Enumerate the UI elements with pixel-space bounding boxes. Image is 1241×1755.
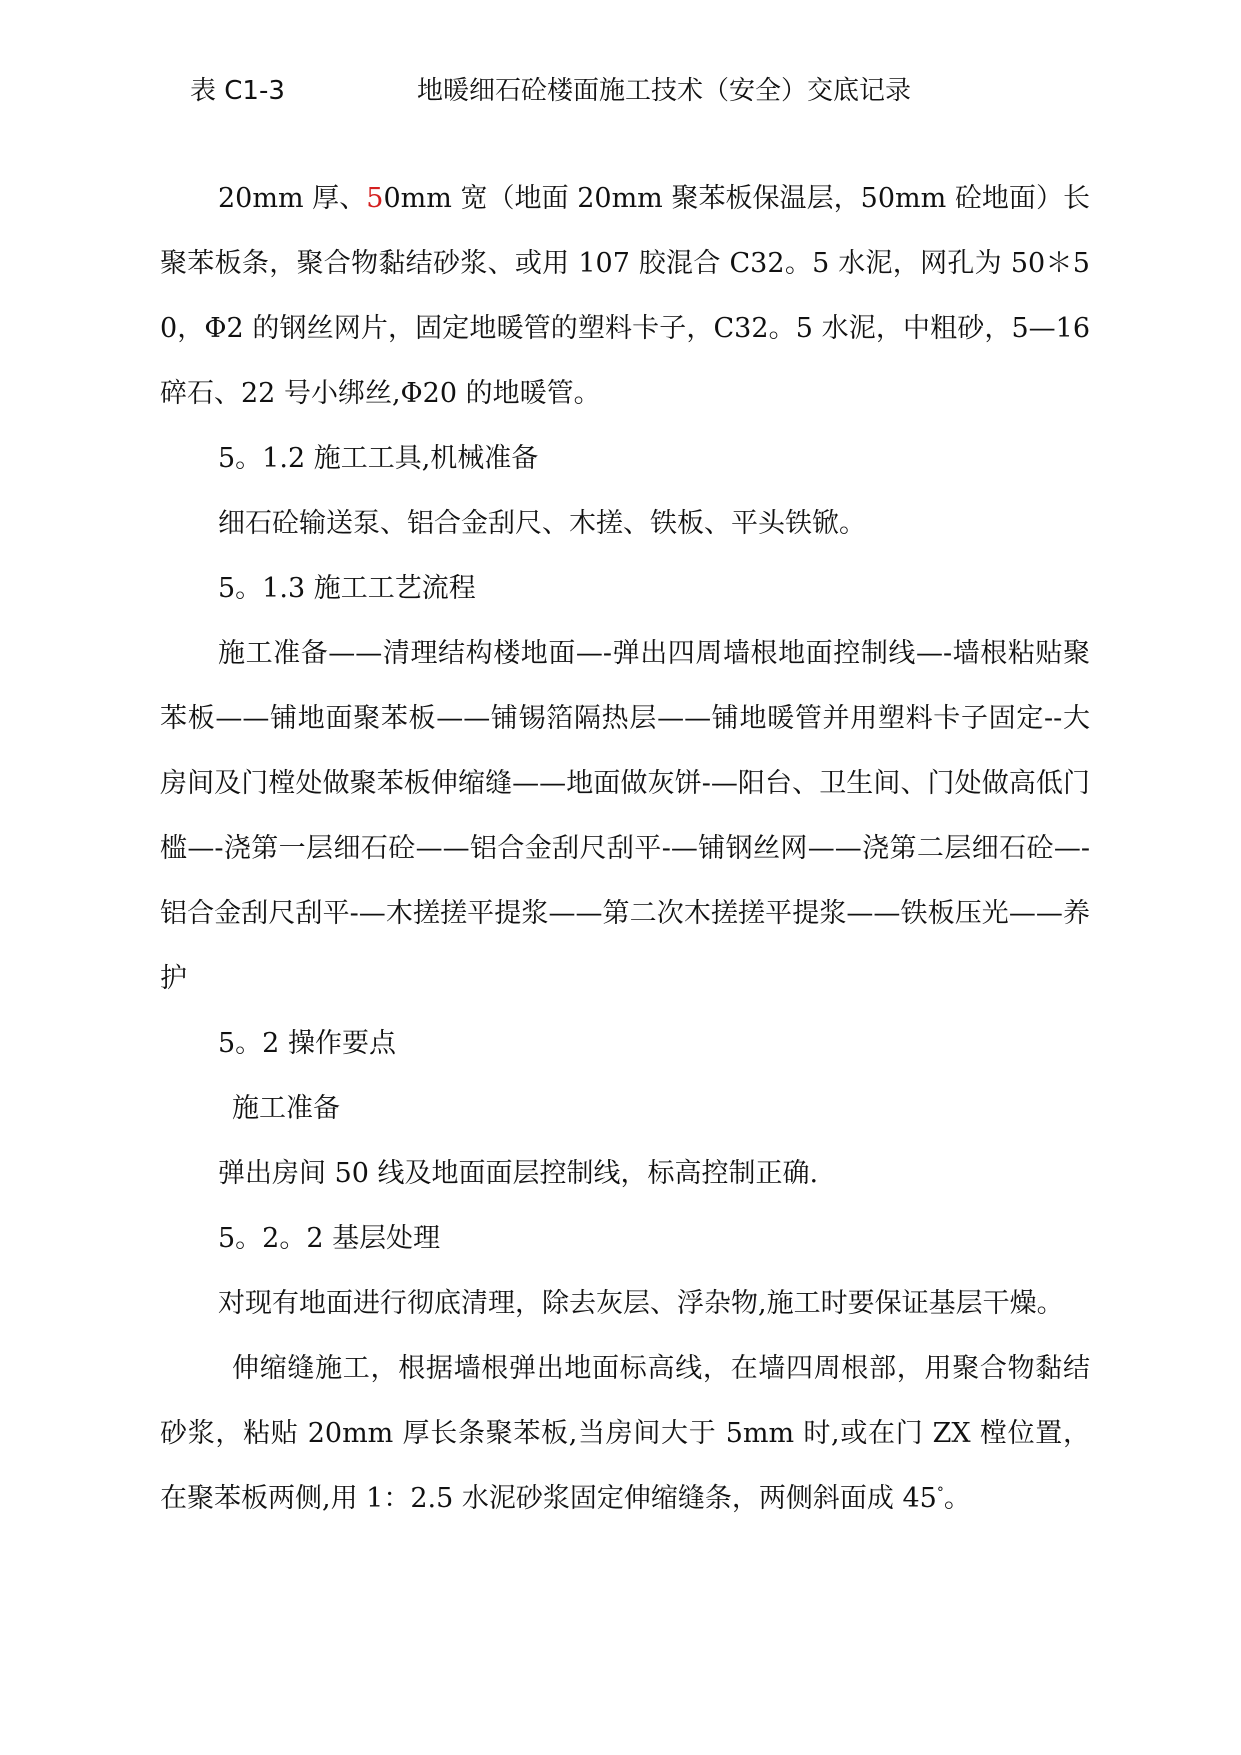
highlighted-digit: 5 xyxy=(366,183,384,214)
preparation-paragraph: 弹出房间 50 线及地面面层控制线，标高控制正确. xyxy=(218,1158,819,1189)
document-header xyxy=(0,60,1241,110)
document-title: 地暖细石砼楼面施工技术（安全）交底记录 xyxy=(417,76,912,106)
subheading-preparation: 施工准备 xyxy=(232,1093,340,1124)
materials-paragraph xyxy=(160,166,1090,426)
base-treatment-paragraph: 对现有地面进行彻底清理，除去灰层、浮杂物,施工时要保证基层干燥。 xyxy=(218,1288,1064,1319)
document-body xyxy=(160,166,1090,1531)
tools-paragraph: 细石砼输送泵、铝合金刮尺、木搓、铁板、平头铁锨。 xyxy=(218,508,866,539)
degree-symbol: ° xyxy=(936,1485,944,1501)
section-heading-5-2: 5。2 操作要点 xyxy=(218,1028,396,1059)
table-code: 表 C1-3 xyxy=(190,76,285,106)
process-paragraph: 施工准备——清理结构楼地面—-弹出四周墙根地面控制线—-墙根粘贴聚苯板——铺地面聚苯板——铺锡箔隔热层——铺地暖管并用塑料卡子固定--大房间及门樘处做聚苯板伸缩缝——地面做灰饼-—阳台、卫生间、门处做高低门槛—-浇第一层细石砼——铝合金刮尺刮平-—铺钢丝网——浇第二层细石砼—-铝合金刮尺刮平-—木搓搓平提浆——第二次木搓搓平提浆——铁板压光——养护 xyxy=(160,638,1090,994)
section-heading-5-1-3: 5。1.3 施工工艺流程 xyxy=(218,573,476,604)
expansion-joint-paragraph xyxy=(160,1336,1090,1531)
section-heading-5-1-2: 5。1.2 施工工具,机械准备 xyxy=(218,443,539,474)
expansion-joint-end: 。 xyxy=(943,1483,971,1514)
expansion-joint-text: 伸缩缝施工，根据墙根弹出地面标高线，在墙四周根部，用聚合物黏结砂浆，粘贴 20mm 厚长条聚苯板,当房间大于 5mm 时,或在门 ZX 樘位置，在聚苯板两侧,用 1：2.5 水泥砂浆固定伸缩缝条，两侧斜面成 45 xyxy=(160,1353,1090,1514)
section-heading-5-2-2: 5。2。2 基层处理 xyxy=(218,1223,441,1254)
materials-text: 0mm 宽（地面 20mm 聚苯板保温层，50mm 砼地面）长聚苯板条，聚合物黏结砂浆、或用 107 胶混合 C32。5 水泥，网孔为 50＊50，Φ2 的钢丝网片，固定地暖管的塑料卡子，C32。5 水泥，中粗砂，5—16 碎石、22 号小绑丝,Φ20 的地暖管。 xyxy=(160,183,1090,409)
materials-prefix: 20mm 厚、 xyxy=(218,183,367,214)
